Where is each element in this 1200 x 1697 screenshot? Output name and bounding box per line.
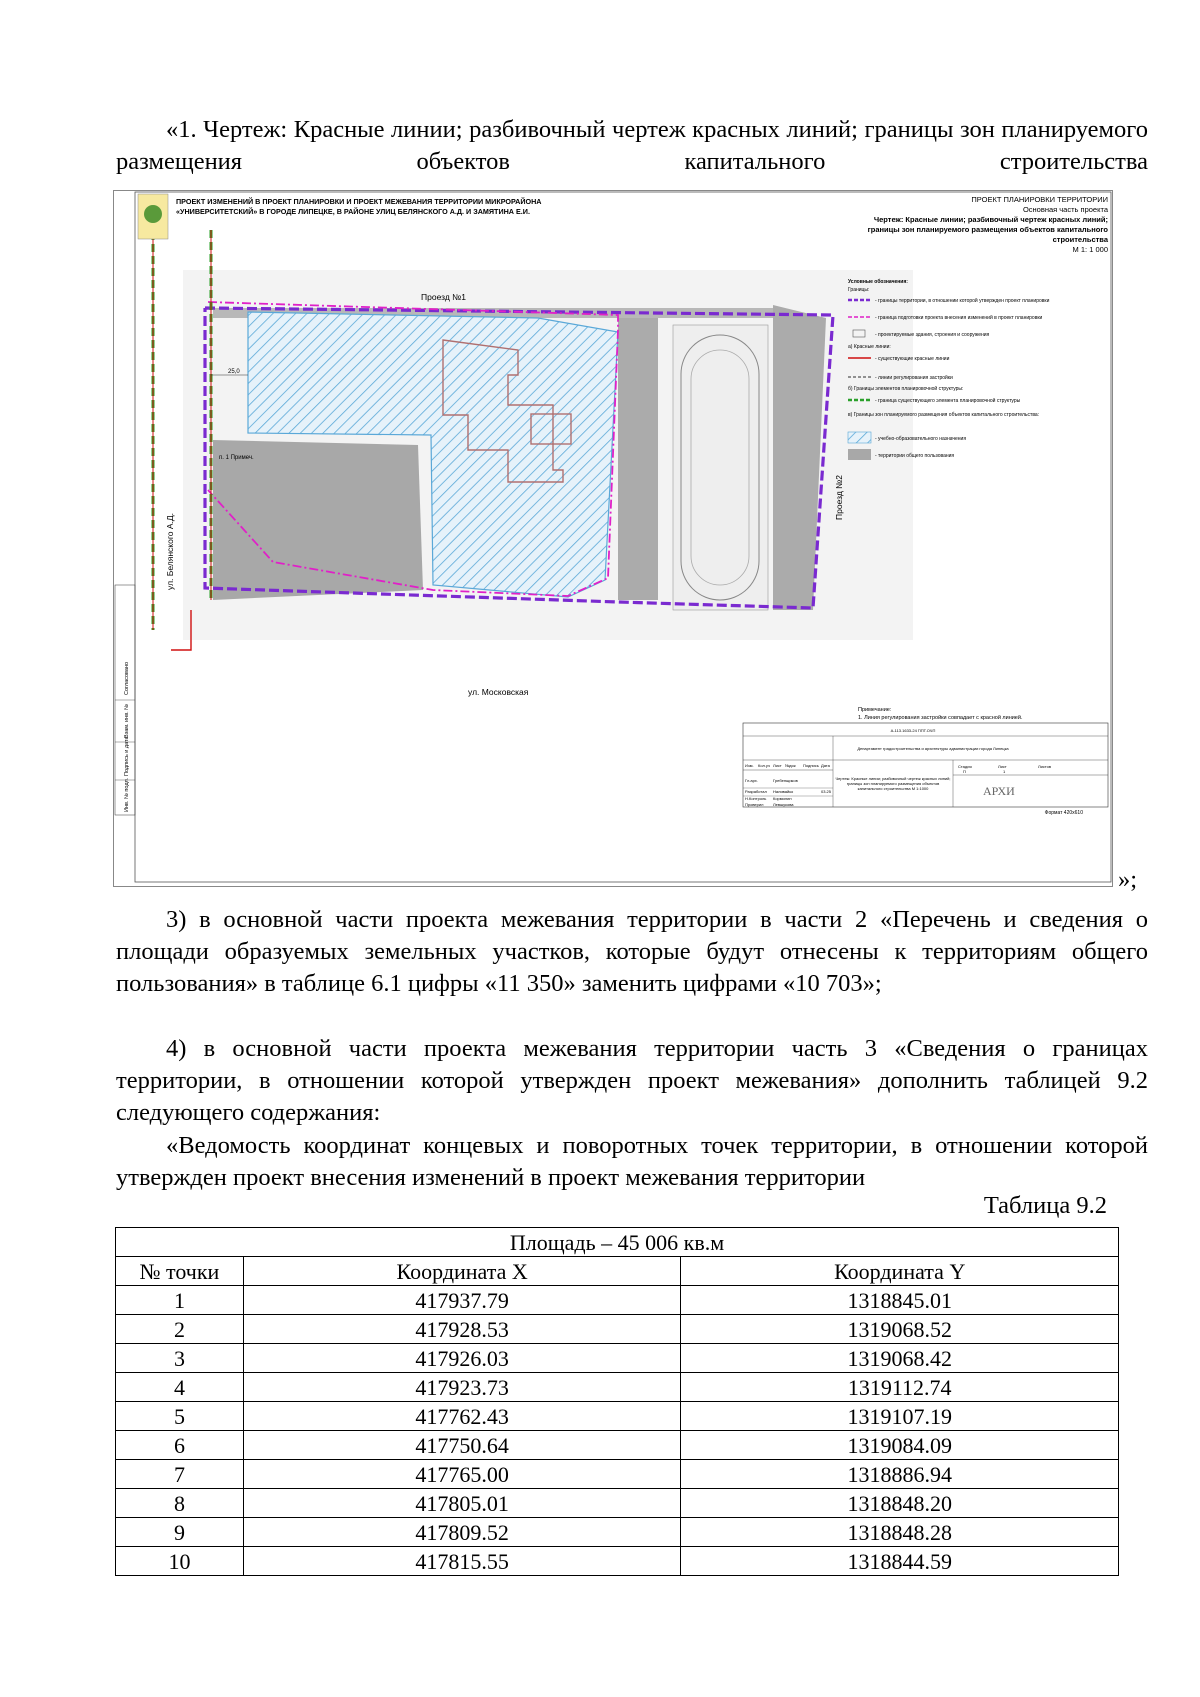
stamp-role-1: Гл.арх. <box>745 778 758 783</box>
cell-y: 1319084.09 <box>681 1431 1119 1460</box>
stamp-role-3: Н.Контроль <box>745 796 767 801</box>
stamp-stage-col-3: Листов <box>1038 764 1051 769</box>
cell-y: 1319107.19 <box>681 1402 1119 1431</box>
coordinates-table <box>115 1227 1119 1576</box>
note-text: 1. Линия регулирования застройки совпадает с красной линией. <box>858 715 1023 721</box>
public-area-center <box>618 310 658 600</box>
stamp-sheet-title: Чертеж: Красные линии; разбивочный чертеж красных линий; границы зон планируемого размещения объектов капитального строительства М 1:1000 <box>835 776 951 791</box>
cell-y: 1318848.28 <box>681 1518 1119 1547</box>
cell-y: 1319068.52 <box>681 1315 1119 1344</box>
paragraph-4: 4) в основной части проекта межевания территории часть 3 «Сведения о границах территории, в отношении которой утвержден проект межевания» дополнить таблицей 9.2 следующего содержания: <box>116 1035 1148 1126</box>
cell-x: 417809.52 <box>243 1518 681 1547</box>
header-left-2: «УНИВЕРСИТЕТСКИЙ» В ГОРОДЕ ЛИПЕЦКЕ, В РАЙОНЕ УЛИЦ БЕЛЯНСКОГО А.Д. И ЗАМЯТИНА Е.И. <box>176 207 530 216</box>
stamp-role-4: Проверил <box>745 802 764 807</box>
cell-x: 417926.03 <box>243 1344 681 1373</box>
stamp-name-4: Левшукова <box>773 802 794 807</box>
cell-point: 7 <box>116 1460 244 1489</box>
intro-paragraph: «1. Чертеж: Красные линии; разбивочный чертеж красных линий; границы зон планируемого размещения объектов капитального строительства <box>116 116 1148 175</box>
cell-y: 1318844.59 <box>681 1547 1119 1576</box>
planning-drawing <box>113 190 1113 887</box>
table-row <box>116 1286 1119 1315</box>
stamp-col-4: №док <box>785 763 796 768</box>
stamp-role-2: Разработал <box>745 789 767 794</box>
legend-swatch-educational <box>848 432 871 443</box>
header-right-5: строительства <box>1052 235 1108 244</box>
paragraph-5: «Ведомость координат концевых и поворотных точек территории, в отношении которой утвержден проект внесения изменений в проект межевания территории <box>116 1132 1148 1191</box>
col-header-point: № точки <box>116 1257 244 1286</box>
stamp-name-2: Наливайко <box>773 789 794 794</box>
stamp-stage-col-2: Лист <box>998 764 1007 769</box>
table-row <box>116 1373 1119 1402</box>
stamp-code: А-113.1633-24 ППТ.ОЧП <box>890 728 936 733</box>
stamp-name-1: Гребенщиков <box>773 778 798 783</box>
side-label-2: Взам. инв. № <box>124 703 130 738</box>
cell-point: 1 <box>116 1286 244 1315</box>
header-right-6: М 1: 1 000 <box>1072 245 1108 254</box>
street-right-label: Проезд №2 <box>834 475 844 520</box>
legend-item-3: - проектируемые здания, строения и сооружения <box>875 332 990 338</box>
legend-swatch-public <box>848 449 871 460</box>
cell-point: 9 <box>116 1518 244 1547</box>
stamp-col-3: Лист <box>773 763 782 768</box>
stamp-col-6: Дата <box>821 763 830 768</box>
legend-item-11: - территории общего пользования <box>875 453 955 459</box>
table-row <box>116 1344 1119 1373</box>
cell-x: 417815.55 <box>243 1547 681 1576</box>
table-row <box>116 1315 1119 1344</box>
header-right-1: ПРОЕКТ ПЛАНИРОВКИ ТЕРРИТОРИИ <box>971 195 1108 204</box>
paragraph-3: 3) в основной части проекта межевания территории в части 2 «Перечень и сведения о площади образуемых земельных участков, которые будут отнесены к территориям общего пользования» в таблице 6.1 цифры «11 350» заменить цифрами «10 703»; <box>116 906 1148 997</box>
table-caption: Таблица 9.2 <box>983 1192 1107 1219</box>
tree-icon <box>144 205 162 223</box>
header-right-3: Чертеж: Красные линии; разбивочный чертеж красных линий; <box>873 215 1108 224</box>
legend-item-9: в) Границы зон планируемого размещения объектов капитального строительства: <box>848 412 1040 418</box>
legend-item-6: - линии регулирования застройки <box>875 375 953 381</box>
public-area-west <box>213 440 423 600</box>
header-right-2: Основная часть проекта <box>1022 205 1108 214</box>
street-bottom-label: ул. Московская <box>468 687 529 697</box>
cell-point: 5 <box>116 1402 244 1431</box>
cell-x: 417923.73 <box>243 1373 681 1402</box>
legend-item-1: - границы территории, в отношении которой утвержден проект планировки <box>875 298 1050 304</box>
table-row <box>116 1431 1119 1460</box>
cell-x: 417765.00 <box>243 1460 681 1489</box>
table-row <box>116 1460 1119 1489</box>
cell-point: 4 <box>116 1373 244 1402</box>
cell-x: 417928.53 <box>243 1315 681 1344</box>
dimension-25: 25,0 <box>228 369 240 375</box>
col-header-y: Координата Y <box>681 1257 1119 1286</box>
legend-item-4: а) Красные линии: <box>848 344 891 350</box>
cell-x: 417937.79 <box>243 1286 681 1315</box>
cell-y: 1318845.01 <box>681 1286 1119 1315</box>
cell-x: 417750.64 <box>243 1431 681 1460</box>
legend-item-5: - существующие красные линии <box>875 356 950 362</box>
header-right-4: границы зон планируемого размещения объектов капитального <box>867 225 1108 234</box>
stamp-stage-col-1: Стадия <box>958 764 972 769</box>
legend-title: Условные обозначения: <box>848 279 908 285</box>
stamp-stage-val-1: П <box>963 769 966 774</box>
stamp-col-2: Кол.уч <box>758 763 770 768</box>
street-left-label: ул. Белянского А.Д. <box>165 513 175 590</box>
cell-y: 1319068.42 <box>681 1344 1119 1373</box>
side-label-4: Инв. № подл. <box>124 777 130 812</box>
table-row <box>116 1402 1119 1431</box>
table-row <box>116 1518 1119 1547</box>
cell-y: 1319112.74 <box>681 1373 1119 1402</box>
cell-point: 2 <box>116 1315 244 1344</box>
legend-item-8: - граница существующего элемента планировочной структуры <box>875 398 1021 404</box>
stamp-format: Формат 420х610 <box>1044 810 1083 816</box>
stamp-stage-val-2: 1 <box>1003 769 1006 774</box>
drawing-end-mark: »; <box>1118 866 1138 893</box>
table-area: Площадь – 45 006 кв.м <box>116 1228 1119 1257</box>
col-header-x: Координата X <box>243 1257 681 1286</box>
legend-item-2: - граница подготовки проекта внесения изменений в проект планировки <box>875 315 1043 321</box>
side-label-3: Подпись и дата <box>124 736 130 776</box>
cell-x: 417762.43 <box>243 1402 681 1431</box>
legend-item-7: б) Границы элементов планировочной структуры: <box>848 386 964 392</box>
stadium-area <box>673 325 768 610</box>
cell-y: 1318848.20 <box>681 1489 1119 1518</box>
stamp-logo: АРХИ <box>983 784 1015 798</box>
side-label-1: Согласовано <box>124 661 130 695</box>
cell-point: 6 <box>116 1431 244 1460</box>
cell-x: 417805.01 <box>243 1489 681 1518</box>
legend-item-10: - учебно-образовательного назначения <box>875 436 967 442</box>
stamp-name-3: Кормилин <box>773 796 792 801</box>
legend-borders: Границы: <box>848 287 870 293</box>
note-title: Примечание: <box>858 707 892 713</box>
note-reference: п. 1 Примеч. <box>219 455 254 461</box>
cell-point: 8 <box>116 1489 244 1518</box>
stamp-org: Департамент градостроительства и архитектуры администрации города Липецка <box>857 746 1009 751</box>
street-top-label: Проезд №1 <box>421 292 466 302</box>
cell-point: 10 <box>116 1547 244 1576</box>
table-row <box>116 1489 1119 1518</box>
stamp-date: 03.25 <box>821 789 832 794</box>
stamp-col-5: Подпись <box>803 763 819 768</box>
cell-point: 3 <box>116 1344 244 1373</box>
table-row <box>116 1547 1119 1576</box>
header-left-1: ПРОЕКТ ИЗМЕНЕНИЙ В ПРОЕКТ ПЛАНИРОВКИ И ПРОЕКТ МЕЖЕВАНИЯ ТЕРРИТОРИИ МИКРОРАЙОНА <box>176 197 542 206</box>
cell-y: 1318886.94 <box>681 1460 1119 1489</box>
stamp-col-1: Изм. <box>745 763 754 768</box>
